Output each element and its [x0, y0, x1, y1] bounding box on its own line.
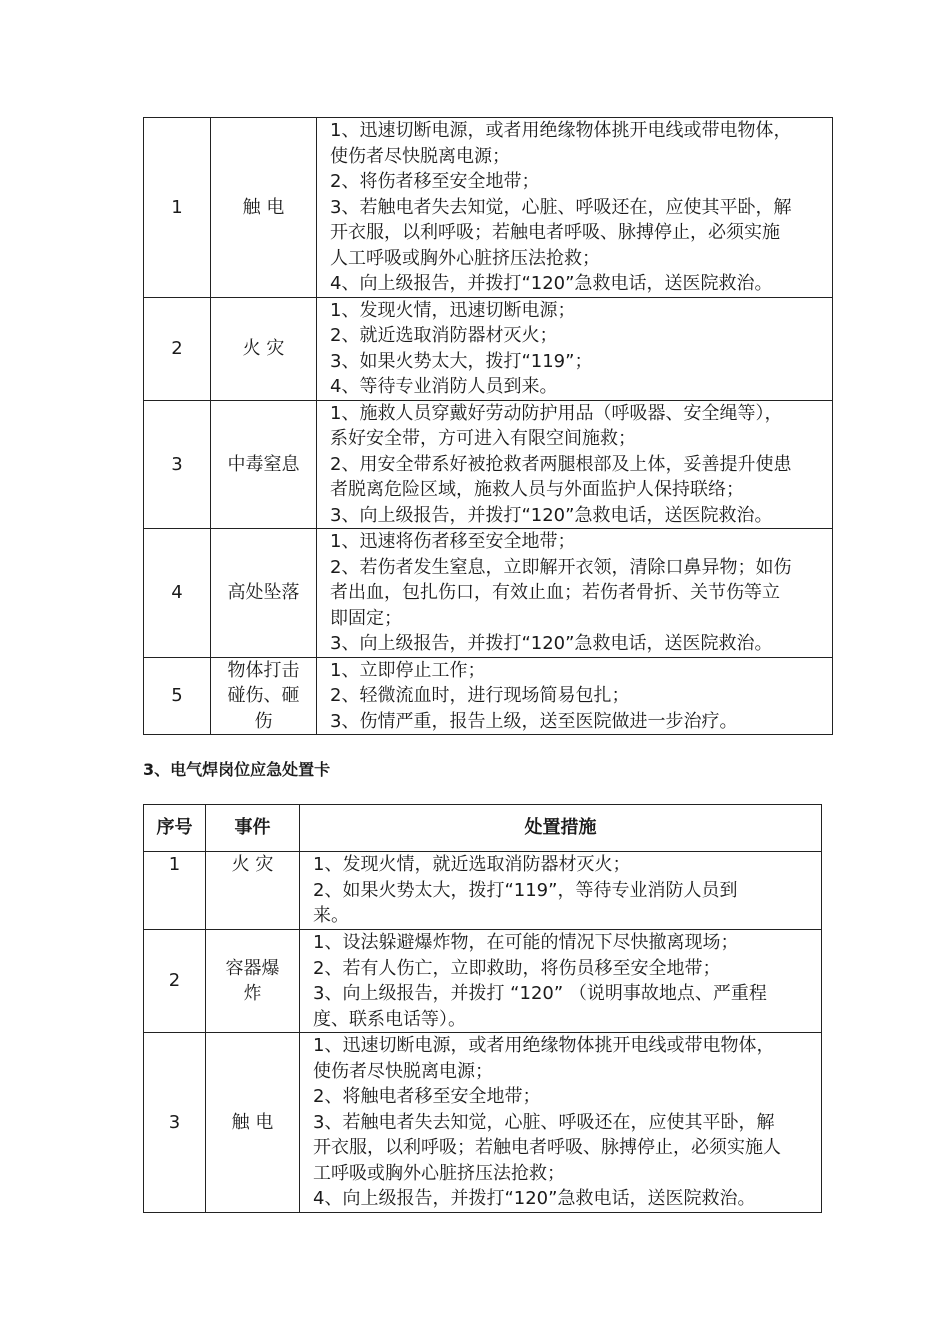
table-row [144, 529, 833, 658]
measure-line: 1、迅速切断电源，或者用绝缘物体挑开电线或带电物体， [313, 1035, 775, 1056]
measure-line: 1、立即停止工作； [330, 659, 486, 681]
measure-line: 3、如果火势太大，拨打“119”； [330, 350, 593, 372]
row-measures [300, 930, 822, 1033]
measure-line: 开衣服，以利呼吸；若触电者呼吸、脉搏停止，必须实施人 [313, 1137, 781, 1158]
event-line: 伤 [254, 710, 273, 732]
row-number: 2 [144, 297, 211, 400]
measure-line: 2、若有人伤亡，立即救助，将伤员移至安全地带； [313, 957, 721, 979]
row-event [211, 657, 317, 735]
event-line: 碰伤、砸 [227, 685, 300, 706]
row-number: 3 [144, 1033, 206, 1213]
measure-line: 1、设法躲避爆炸物，在可能的情况下尽快撤离现场； [313, 932, 739, 953]
row-event [206, 852, 300, 930]
row-number: 4 [144, 529, 211, 658]
measure-line: 2、将触电者移至安全地带； [313, 1086, 541, 1107]
measure-line: 2、用安全带系好被抢救者两腿根部及上体，妥善提升使患 [330, 453, 792, 475]
measure-line: 3、向上级报告，并拨打“120”急救电话，送医院救治。 [330, 633, 773, 654]
measure-line: 2、轻微流血时，进行现场简易包扎； [330, 685, 630, 706]
row-measures [317, 118, 833, 298]
event-line: 中毒窒息 [227, 453, 300, 475]
measure-line: 3、若触电者失去知觉，心脏、呼吸还在，应使其平卧，解 [330, 196, 792, 218]
row-event [211, 118, 317, 298]
measure-line: 即固定； [330, 607, 402, 629]
event-line: 物体打击 [227, 659, 300, 681]
measure-line: 来。 [313, 905, 349, 927]
row-measures [317, 657, 833, 735]
row-number: 1 [144, 118, 211, 298]
measure-line: 4、等待专业消防人员到来。 [330, 376, 558, 397]
table-row [144, 1033, 822, 1213]
measure-line: 系好安全带，方可进入有限空间施救； [330, 428, 636, 449]
measure-line: 1、发现火情，就近选取消防器材灭火； [313, 854, 631, 876]
row-number: 2 [144, 930, 206, 1033]
table-row [144, 118, 833, 298]
measure-line: 3、向上级报告，并拨打 “120” （说明事故地点、严重程 [313, 983, 767, 1004]
table-row [144, 400, 833, 529]
row-event [211, 529, 317, 658]
row-measures [317, 400, 833, 529]
measure-line: 3、向上级报告，并拨打“120”急救电话，送医院救治。 [330, 504, 773, 526]
row-measures [300, 852, 822, 930]
row-number: 5 [144, 657, 211, 735]
measure-line: 2、将伤者移至安全地带； [330, 171, 540, 192]
row-event [206, 930, 300, 1033]
measure-line: 2、如果火势太大，拨打“119”，等待专业消防人员到 [313, 879, 738, 901]
measure-line: 3、伤情严重，报告上级，送至医院做进一步治疗。 [330, 710, 738, 732]
measure-line: 者出血，包扎伤口，有效止血；若伤者骨折、关节伤等立 [330, 582, 780, 603]
measure-line: 者脱离危险区域，施救人员与外面监护人保持联络； [330, 479, 744, 500]
table-header-row [144, 805, 822, 852]
row-measures [317, 529, 833, 658]
table-row [144, 852, 822, 930]
measure-line: 1、迅速切断电源，或者用绝缘物体挑开电线或带电物体， [330, 120, 792, 141]
emergency-table-1 [143, 117, 833, 735]
table-row [144, 657, 833, 735]
row-event [211, 400, 317, 529]
event-line: 炸 [243, 983, 262, 1004]
measure-line: 3、若触电者失去知觉，心脏、呼吸还在，应使其平卧，解 [313, 1111, 775, 1133]
measure-line: 人工呼吸或胸外心脏挤压法抢救； [330, 247, 600, 269]
event-line: 触 电 [242, 196, 285, 218]
event-line: 容器爆 [225, 957, 280, 979]
row-number: 1 [144, 852, 206, 930]
measure-line: 使伤者尽快脱离电源； [313, 1060, 493, 1082]
measure-line: 2、就近选取消防器材灭火； [330, 325, 558, 346]
measure-line: 度、联系电话等）。 [313, 1008, 466, 1030]
event-line: 火 灾 [231, 854, 274, 875]
measure-line: 工呼吸或胸外心脏挤压法抢救； [313, 1162, 565, 1184]
measure-line: 1、发现火情，迅速切断电源； [330, 299, 576, 321]
measure-line: 1、迅速将伤者移至安全地带； [330, 531, 576, 552]
section-title: 3、电气焊岗位应急处置卡 [143, 760, 331, 779]
event-line: 火 灾 [242, 337, 285, 359]
measure-line: 4、向上级报告，并拨打“120”急救电话，送医院救治。 [330, 273, 773, 294]
event-line: 高处坠落 [227, 582, 300, 603]
table-row [144, 297, 833, 400]
row-number: 3 [144, 400, 211, 529]
emergency-table-welding [143, 804, 822, 1213]
row-measures [300, 1033, 822, 1213]
measure-line: 4、向上级报告，并拨打“120”急救电话，送医院救治。 [313, 1188, 756, 1209]
header-number: 序号 [144, 805, 206, 852]
row-event [206, 1033, 300, 1213]
header-event: 事件 [206, 805, 300, 852]
row-measures [317, 297, 833, 400]
row-event [211, 297, 317, 400]
header-measures: 处置措施 [300, 805, 822, 852]
event-line: 触 电 [231, 1111, 274, 1133]
measure-line: 使伤者尽快脱离电源； [330, 145, 510, 167]
table-row [144, 930, 822, 1033]
measure-line: 1、施救人员穿戴好劳动防护用品（呼吸器、安全绳等）， [330, 402, 783, 424]
measure-line: 2、若伤者发生窒息，立即解开衣领，清除口鼻异物；如伤 [330, 556, 792, 578]
measure-line: 开衣服，以利呼吸；若触电者呼吸、脉搏停止，必须实施 [330, 222, 780, 243]
